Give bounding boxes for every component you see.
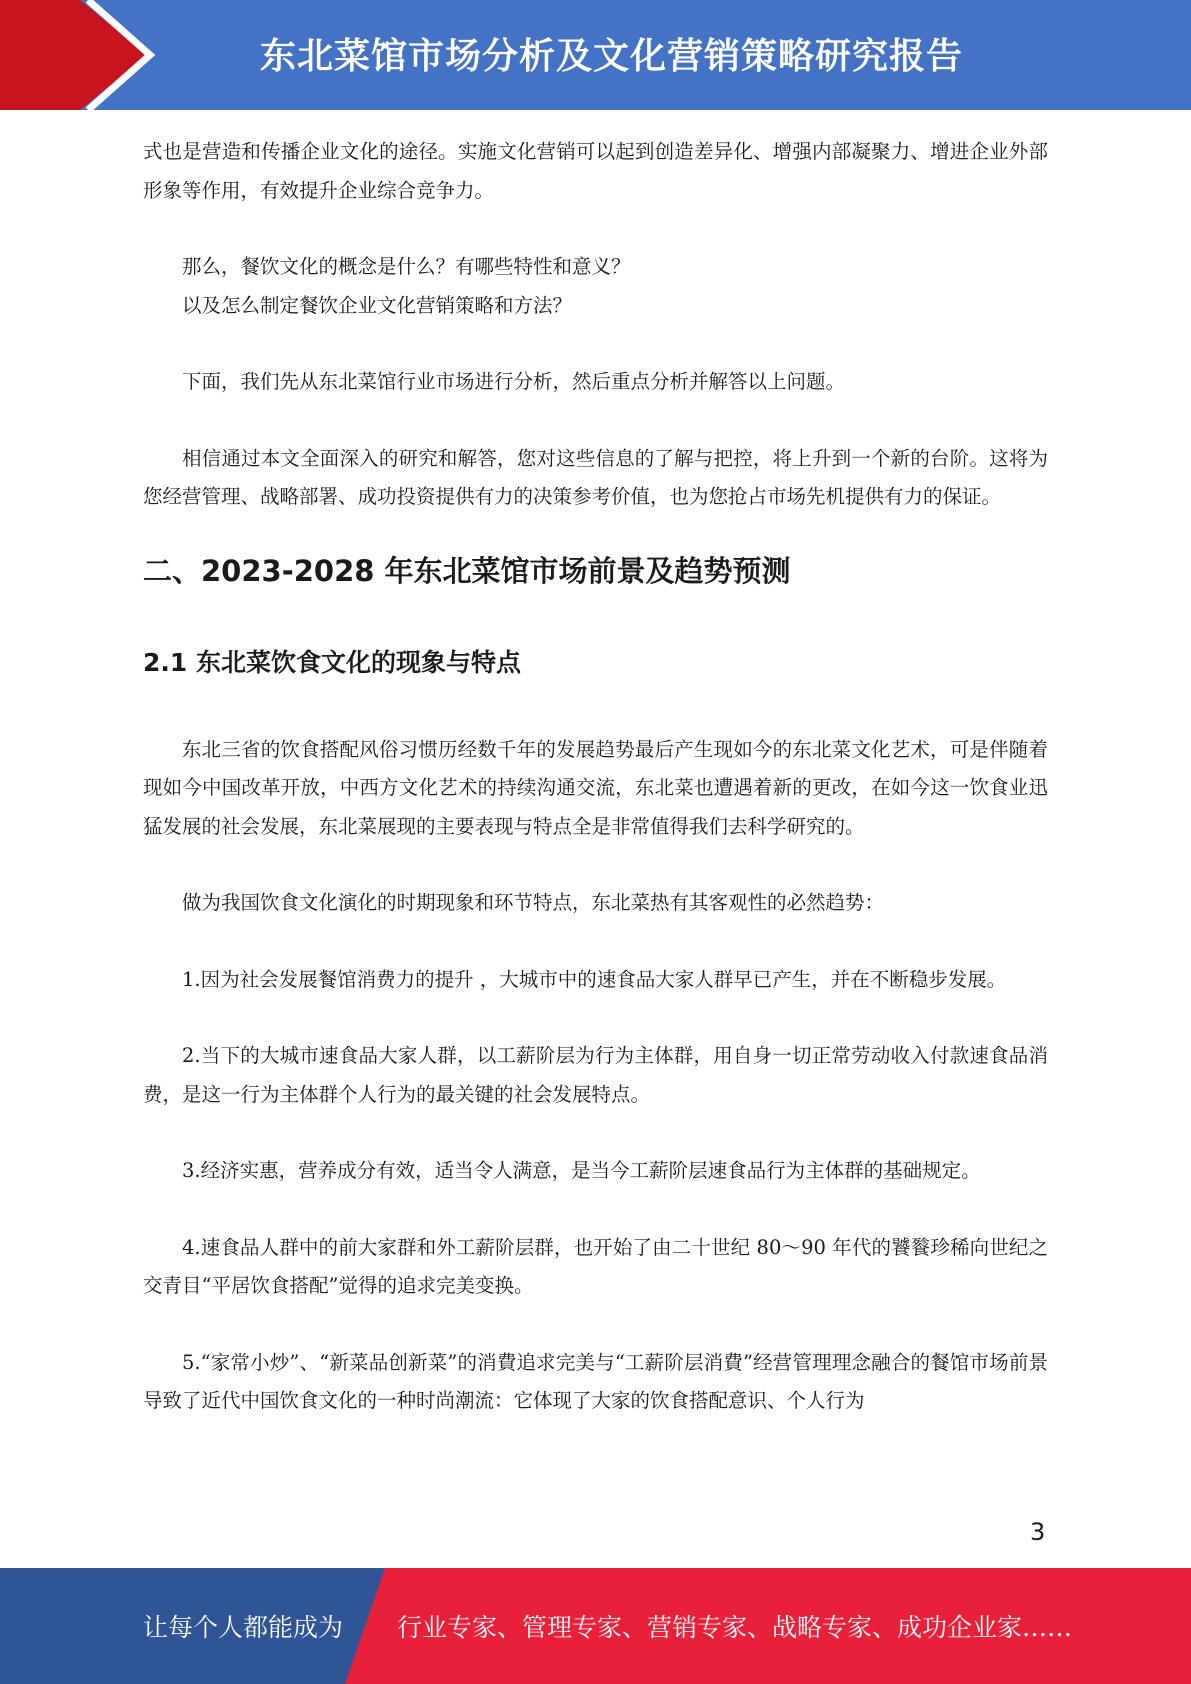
spacer [143, 846, 1048, 884]
spacer [143, 923, 1048, 961]
list-item: 2.当下的大城市速食品大家人群，以工薪阶层为行为主体群，用自身一切正常劳动收入付款速食品消费，是这一行为主体群个人行为的最关键的社会发展特点。 [143, 1044, 1048, 1106]
spacer [143, 517, 1048, 551]
footer-slogan-left: 让每个人都能成为 [143, 1613, 344, 1642]
subsection-heading: 2.1 东北菜饮食文化的现象与特点 [143, 647, 521, 677]
paragraph: 下面，我们先从东北菜馆行业市场进行分析，然后重点分析并解答以上问题。 [182, 370, 846, 393]
page-content [143, 133, 1048, 1421]
spacer [143, 325, 1048, 363]
spacer [143, 1306, 1048, 1344]
paragraph: 相信通过本文全面深入的研究和解答，您对这些信息的了解与把控，将上升到一个新的台阶。这将为您经营管理、战略部署、成功投资提供有力的决策参考价值，也为您抢占市场先机提供有力的保证。 [143, 446, 1048, 508]
list-item: 1.因为社会发展餐馆消费力的提升 ，大城市中的速食品大家人群早已产生，并在不断稳步发展。 [182, 967, 1007, 991]
paragraph: 以及怎么制定餐饮企业文化营销策略和方法？ [182, 293, 573, 317]
page-header [0, 0, 1191, 110]
footer-slogan-right: 行业专家、管理专家、营销专家、战略专家、成功企业家…… [397, 1613, 1073, 1642]
spacer [143, 210, 1048, 248]
paragraph: 那么，餐饮文化的概念是什么？有哪些特性和意义？ [182, 255, 631, 278]
paragraph: 式也是营造和传播企业文化的途径。实施文化营销可以起到创造差异化、增强内部凝聚力、增进企业外部形象等作用，有效提升企业综合竞争力。 [143, 140, 1048, 202]
section-heading: 二、2023-2028 年东北菜馆市场前景及趋势预测 [143, 553, 791, 588]
paragraph: 做为我国饮食文化演化的时期现象和环节特点，东北菜热有其客观性的必然趋势： [182, 891, 885, 914]
spacer [143, 1114, 1048, 1152]
page-number: 3 [1030, 1518, 1046, 1546]
list-item: 5.“家常小炒”、“新菜品创新菜”的消費追求完美与“工薪阶层消費”经营管理理念融合的餐馆市场前景导致了近代中国饮食文化的一种时尚潮流：它体现了大家的饮食搭配意识、个人行为 [143, 1350, 1048, 1412]
spacer [143, 999, 1048, 1037]
page-footer [0, 1568, 1191, 1684]
list-item: 3.经济实惠，营养成分有效，适当令人满意，是当今工薪阶层速食品行为主体群的基础规定。 [182, 1159, 981, 1182]
paragraph: 东北三省的饮食搭配风俗习惯历经数千年的发展趋势最后产生现如今的东北菜文化艺术，可是伴随着现如今中国改革开放，中西方文化艺术的持续沟通交流，东北菜也遭遇着新的更改，在如今这一饮食业迅猛发展的社会发展，东北菜展现的主要表现与特点全是非常值得我们去科学研究的。 [143, 737, 1048, 838]
spacer [143, 591, 1048, 645]
spacer [143, 402, 1048, 440]
document-title: 东北菜馆市场分析及文化营销策略研究报告 [260, 36, 964, 77]
spacer [143, 1191, 1048, 1229]
list-item: 4.速食品人群中的前大家群和外工薪阶层群，也开始了由二十世纪 80～90 年代的饕餮珍稀向世纪之交青目“平居饮食搭配”觉得的追求完美变换。 [143, 1235, 1048, 1297]
spacer [143, 681, 1048, 731]
